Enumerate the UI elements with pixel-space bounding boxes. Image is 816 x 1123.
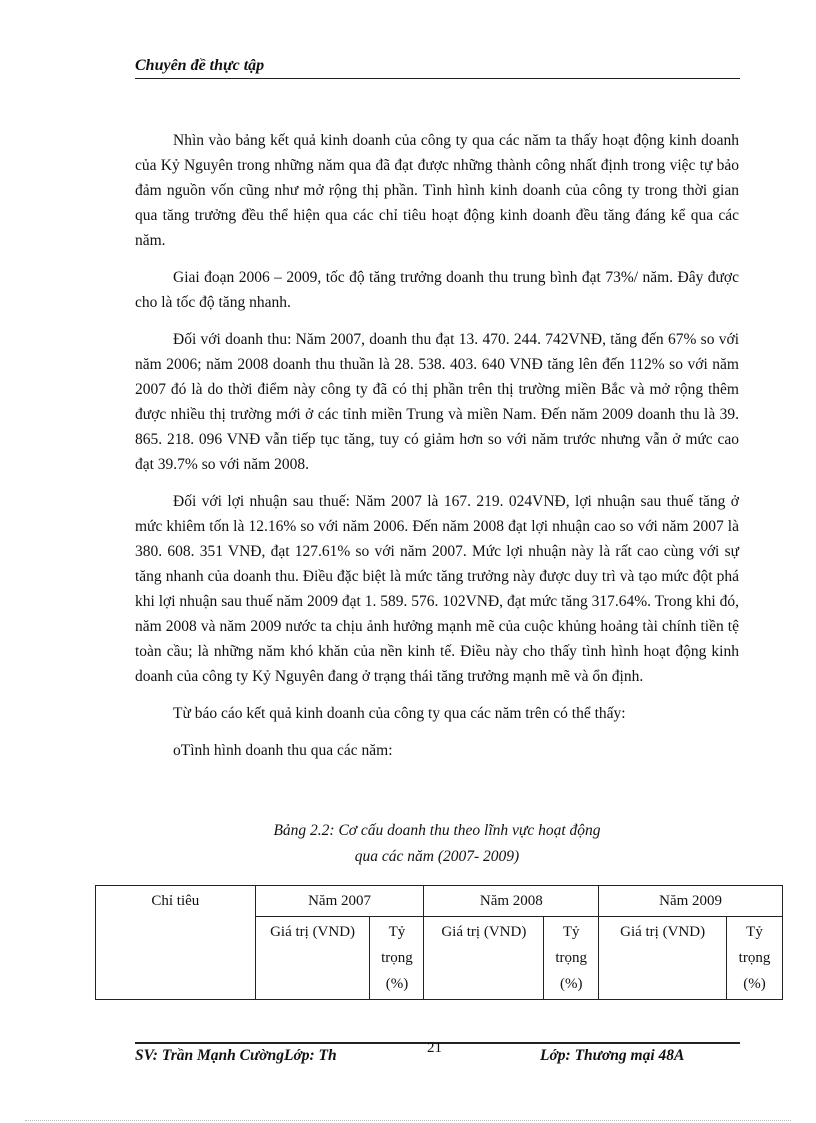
page-number: 21	[427, 1040, 442, 1056]
footer-class: Lớp: Thương mại 48A	[540, 1047, 685, 1064]
table-header-year: Năm 2007	[255, 886, 424, 917]
table-header-year: Năm 2009	[599, 886, 783, 917]
header-title: Chuyên đề thực tập	[135, 57, 265, 74]
footer-student: SV: Trần Mạnh CườngLớp: Th	[135, 1047, 337, 1064]
table-header-row	[96, 886, 783, 917]
table-header-value: Giá trị (VND)	[599, 917, 727, 1000]
paragraph-growth-rate: Giai đoạn 2006 – 2009, tốc độ tăng trưởng doanh thu trung bình đạt 73%/ năm. Đây được cho là tốc độ tăng nhanh.	[135, 269, 739, 311]
table-header-criteria: Chỉ tiêu	[96, 886, 256, 1000]
paragraph-conclusion: Từ báo cáo kết quả kinh doanh của công ty qua các năm trên có thể thấy:	[173, 705, 626, 722]
revenue-table	[95, 885, 783, 1000]
paragraph-revenue: Đối với doanh thu: Năm 2007, doanh thu đạt 13. 470. 244. 742VNĐ, tăng đến 67% so với năm 2006; năm 2008 doanh thu thuần là 28. 538. 403. 640 VNĐ tăng lên đến 112% so với năm 2007 đó là do thời điểm này công ty đã có thị phần trên thị trường miền Bắc và mở rộng thêm được nhiều thị trường mới ở các tỉnh miền Trung và miền Nam. Đến năm 2009 doanh thu là 39. 865. 218. 096 VNĐ vẫn tiếp tục tăng, tuy có giảm hơn so với năm trước nhưng vẫn ở mức cao đạt 39.7% so với năm 2008.	[135, 331, 739, 473]
paragraph-intro: Nhìn vào bảng kết quả kinh doanh của công ty qua các năm ta thấy hoạt động kinh doanh của Kỷ Nguyên trong những năm qua đã đạt được những thành công nhất định trong việc tự bảo đảm nguồn vốn cũng như mở rộng thị phần. Tình hình kinh doanh của công ty trong thời gian qua tăng trưởng đều thể hiện qua các chỉ tiêu hoạt động kinh doanh đều tăng đáng kể qua các năm.	[135, 132, 739, 249]
table-caption-line1: Bảng 2.2: Cơ cấu doanh thu theo lĩnh vực hoạt động	[273, 822, 601, 839]
bullet-text: Tình hình doanh thu qua các năm:	[180, 742, 393, 759]
table-header-value: Giá trị (VND)	[255, 917, 370, 1000]
paragraph-profit: Đối với lợi nhuận sau thuế: Năm 2007 là 167. 219. 024VNĐ, lợi nhuận sau thuế tăng ở mức khiêm tốn là 12.16% so với năm 2006. Đến năm 2008 đạt lợi nhuận cao so với năm 2007 là 380. 608. 351 VNĐ, đạt 127.61% so với năm 2007. Mức lợi nhuận này là rất cao cùng với sự tăng nhanh của doanh thu. Điều đặc biệt là mức tăng trưởng này được duy trì và tạo mức đột phá khi lợi nhuận sau thuế năm 2009 đạt 1. 589. 576. 102VNĐ, đạt mức tăng 317.64%. Trong khi đó, năm 2008 và năm 2009 nước ta chịu ảnh hưởng mạnh mẽ của cuộc khủng hoảng tài chính tiền tệ toàn cầu; là những năm khó khăn của nền kinh tế. Điều này cho thấy tình hình hoạt động kinh doanh của công ty Kỷ Nguyên đang ở trạng thái tăng trưởng mạnh mẽ và ổn định.	[135, 493, 739, 685]
bullet-marker: o	[173, 742, 181, 759]
table-header-share: Tỷ trọng (%)	[370, 917, 424, 1000]
table-header-year: Năm 2008	[424, 886, 599, 917]
table-header-share: Tỷ trọng (%)	[544, 917, 599, 1000]
bullet-revenue-status	[135, 738, 739, 763]
table-header-value: Giá trị (VND)	[424, 917, 544, 1000]
body-text	[135, 128, 739, 763]
table-header-share: Tỷ trọng (%)	[727, 917, 783, 1000]
header-divider	[135, 78, 740, 79]
table-caption-line2: qua các năm (2007- 2009)	[354, 848, 520, 865]
page-edge-divider	[25, 1120, 791, 1121]
